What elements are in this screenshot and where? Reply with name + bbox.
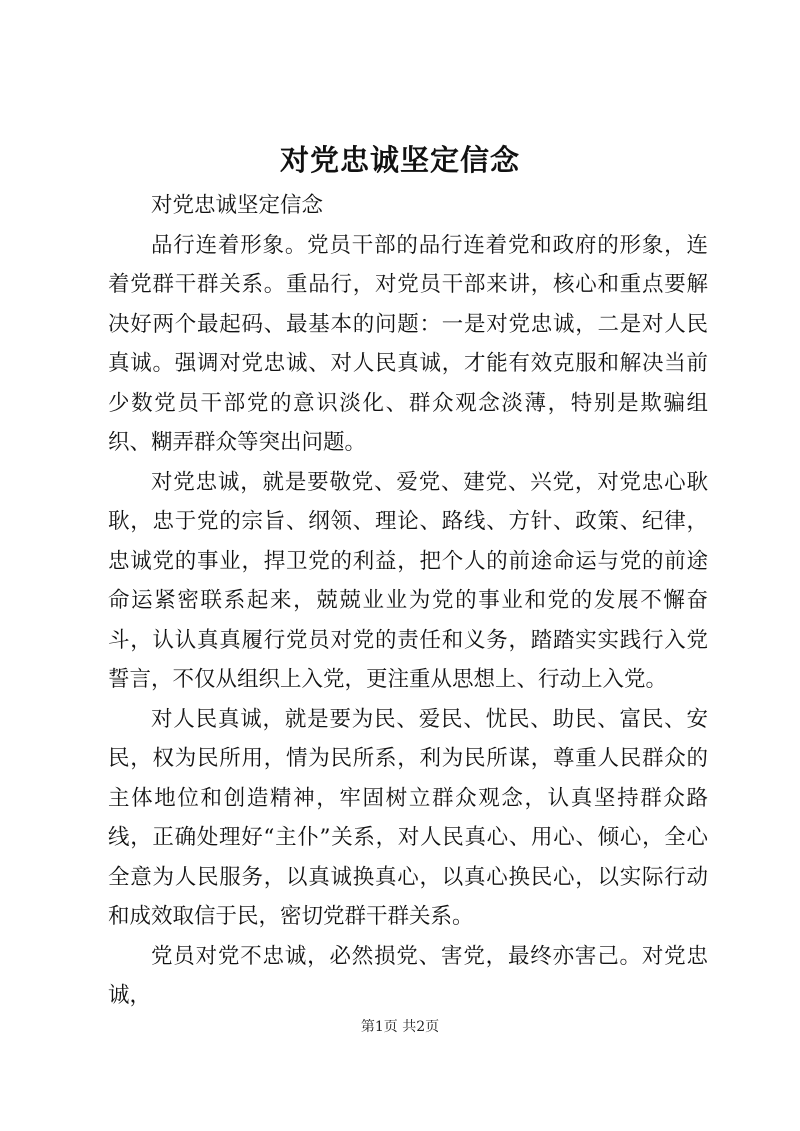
paragraph: 党员对党不忠诚，必然损党、害党，最终亦害己。对党忠诚， (108, 943, 708, 1008)
paragraph: 对党忠诚，就是要敬党、爱党、建党、兴党，对党忠心耿耿，忠于党的宗旨、纲领、理论、路线、方针、政策、纪律，忠诚党的事业，捍卫党的利益，把个人的前途命运与党的前途命运紧密联系起来，兢兢业业为党的事业和党的发展不懈奋斗，认认真真履行党员对党的责任和义务，踏踏实实践行入党誓言，不仅从组织上入党，更注重从思想上、行动上入党。 (108, 469, 708, 692)
page-number-footer: 第1页 共2页 (360, 1019, 440, 1035)
paragraph: 对人民真诚，就是要为民、爱民、忧民、助民、富民、安民，权为民所用，情为民所系，利为民所谋，尊重人民群众的主体地位和创造精神，牢固树立群众观念，认真坚持群众路线，正确处理好“主仆”关系，对人民真心、用心、倾心，全心全意为人民服务，以真诚换真心，以真心换民心，以实际行动和成效取信于民，密切党群干群关系。 (108, 706, 708, 929)
paragraph-subtitle: 对党忠诚坚定信念 (151, 193, 324, 218)
document-body (108, 186, 708, 1016)
document-title: 对党忠诚坚定信念 (279, 143, 520, 177)
paragraph: 品行连着形象。党员干部的品行连着党和政府的形象，连着党群干群关系。重品行，对党员干部来讲，核心和重点要解决好两个最起码、最基本的问题：一是对党忠诚，二是对人民真诚。强调对党忠诚、对人民真诚，才能有效克服和解决当前少数党员干部党的意识淡化、群众观念淡薄，特别是欺骗组织、糊弄群众等突出问题。 (108, 232, 708, 455)
